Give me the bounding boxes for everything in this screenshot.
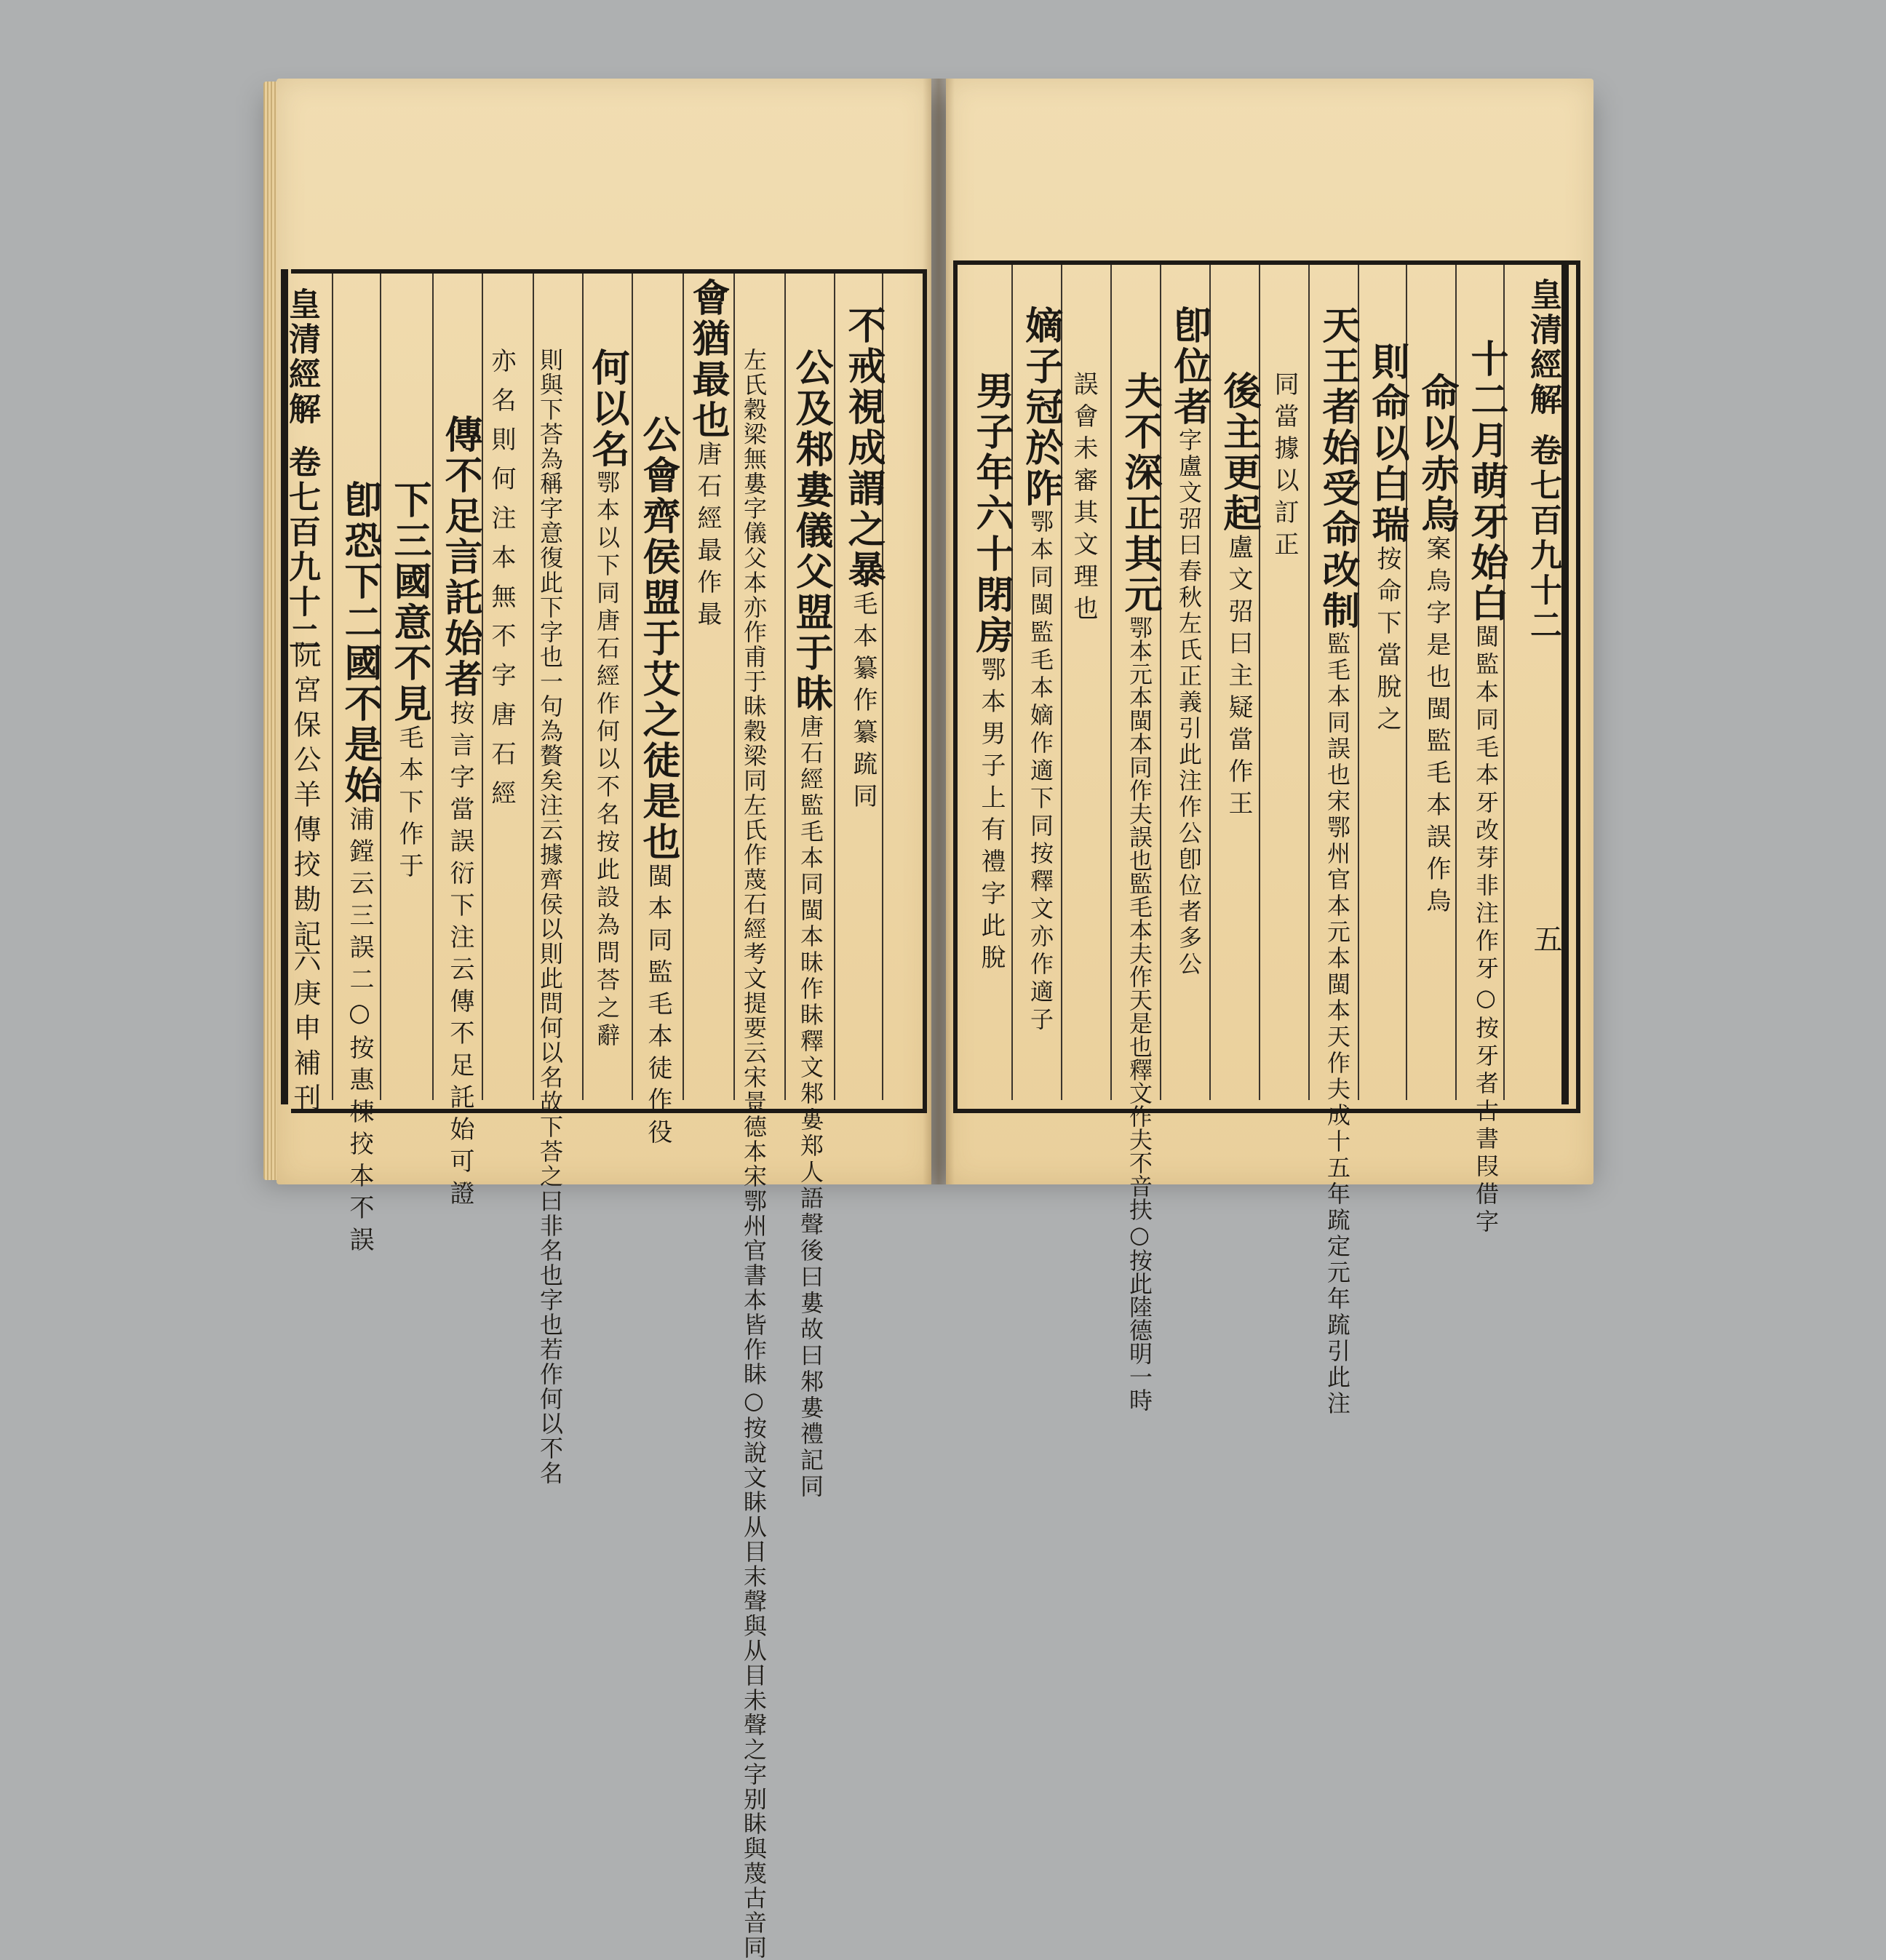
right-column-10: 嫡子冠於阼鄂本同閩監毛本嫡作適下同按釋文亦作適子: [1019, 306, 1063, 1035]
right-column-5: 同當據以訂正: [1270, 371, 1299, 563]
right-margin-bar: [1561, 260, 1569, 1104]
right-margin-page: 五: [1529, 924, 1562, 960]
column-rule: [1110, 265, 1112, 1100]
left-margin-print: 庚申補刊: [289, 979, 321, 1118]
left-margin-source: 阮宮保公羊傳挍勘記: [289, 640, 321, 955]
left-column-11: 卽恐下二國不是始浦鏜云三誤二○按惠棟挍本不誤: [338, 480, 382, 1259]
right-column-8: 夫不深正其元鄂本元本閩本同作夫誤也監毛本夫作天是也釋文作夫不音扶○按此陸德明一時: [1118, 371, 1162, 1411]
left-margin-page: 六: [289, 944, 321, 979]
right-margin-title: 皇清經解: [1524, 278, 1561, 418]
book-gutter: [923, 79, 955, 1184]
right-column-9: 誤會未審其文理也: [1069, 371, 1098, 627]
left-margin-volume: 卷七百九十二: [283, 445, 320, 655]
column-rule: [834, 274, 835, 1100]
left-column-3: 左氏穀梁無婁字儀父本亦作甫于昧穀梁同左氏作蔑石經考文提要云宋景德本宋鄂州官書本皆作眛○按說文眛从目末聲與从目未聲之字别眛與蔑古音同: [740, 348, 768, 1960]
right-column-2: 命以赤烏案烏字是也閩監毛本誤作烏: [1414, 373, 1459, 920]
left-column-2: 公及邾婁儀父盟于昧唐石經監毛本同閩本昧作眛釋文邾婁郑人語聲後曰婁故曰邾婁禮記同: [789, 348, 833, 1500]
left-column-6: 何以名鄂本以下同唐石經作何以不名按此設為問荅之辭: [585, 348, 629, 1051]
left-column-5: 公會齊侯盟于艾之徒是也閩本同監毛本徒作役: [636, 415, 680, 1151]
column-rule: [683, 274, 684, 1100]
column-rule: [432, 274, 434, 1100]
right-column-1: 十二月萌牙始白閩監本同毛本牙改芽非注作牙○按牙者古書叚借字: [1464, 339, 1508, 1237]
column-rule: [533, 274, 534, 1100]
left-column-10: 下三國意不見毛本下作于: [387, 480, 431, 885]
left-column-8: 亦名則何注本無不字唐石經: [487, 348, 516, 819]
left-column-7: 則與下荅為稱字意復此下字也一句為贅矣注云據齊侯以則此問何以名故下荅之曰非名也字也若作何以不名: [536, 348, 564, 1486]
right-column-7: 卽位者字盧文弨曰春秋左氏正義引此注作公卽位者多公: [1167, 306, 1211, 978]
column-rule: [332, 274, 333, 1100]
left-column-9: 傳不足言託始者按言字當誤衍下注云傳不足託始可證: [438, 415, 482, 1212]
left-column-4: 會猶最也唐石經最作最: [685, 278, 730, 633]
right-margin-volume: 卷七百九十二: [1524, 434, 1561, 643]
left-column-1: 不戒視成謂之暴毛本纂作纂䟽同: [841, 306, 886, 815]
column-rule: [582, 274, 584, 1100]
column-rule: [784, 274, 786, 1100]
right-column-4: 天王者始受命改制監毛本同誤也宋鄂州官本元本閩本天作夫成十五年䟽定元年䟽引此注: [1316, 306, 1360, 1417]
right-column-3: 則命以白瑞按命下當脫之: [1365, 342, 1409, 738]
right-column-6: 後主更起盧文弨曰主疑當作王: [1217, 371, 1261, 822]
right-column-11: 男子年六十閉房鄂本男子上有禮字此脫: [969, 371, 1014, 976]
left-margin-title: 皇清經解: [283, 287, 320, 427]
column-rule: [733, 274, 735, 1100]
column-rule: [1308, 265, 1310, 1100]
column-rule: [632, 274, 633, 1100]
